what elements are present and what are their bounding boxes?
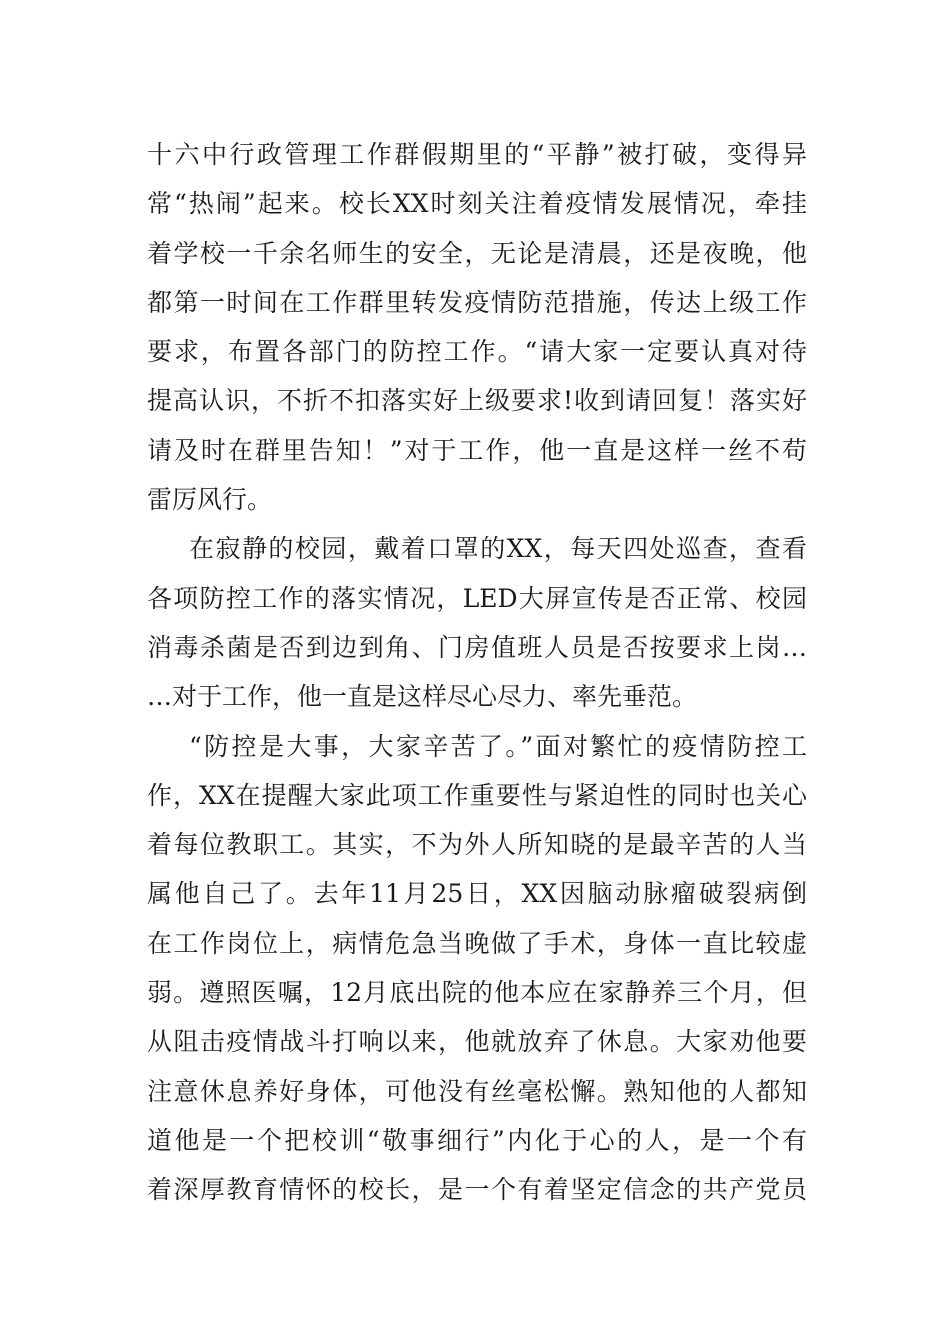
text-line: 注意休息养好身体，可他没有丝毫松懈。熟知他的人都知 xyxy=(147,1076,807,1106)
text-line: 作，XX在提醒大家此项工作重要性与紧迫性的同时也关心 xyxy=(147,780,807,810)
text-line: 提高认识，不折不扣落实好上级要求!收到请回复！落实好 xyxy=(147,386,807,416)
text-line: 雷厉风行。 xyxy=(147,485,273,515)
text-line: 常“热闹”起来。校长XX时刻关注着疫情发展情况，牵挂 xyxy=(147,189,807,219)
text-line: 着深厚教育情怀的校长，是一个有着坚定信念的共产党员 xyxy=(147,1175,807,1205)
text-line: “防控是大事，大家辛苦了。”面对繁忙的疫情防控工 xyxy=(189,731,807,761)
text-line: …对于工作，他一直是这样尽心尽力、率先垂范。 xyxy=(147,682,698,712)
text-line: 着学校一千余名师生的安全，无论是清晨，还是夜晚，他 xyxy=(147,238,807,268)
text-line: 从阻击疫情战斗打响以来，他就放弃了休息。大家劝他要 xyxy=(147,1027,807,1057)
body-text xyxy=(147,130,807,1215)
text-line: 道他是一个把校训“敬事细行”内化于心的人，是一个有 xyxy=(147,1125,807,1155)
text-line: 都第一时间在工作群里转发疫情防范措施，传达上级工作 xyxy=(147,287,807,317)
text-line: 要求，布置各部门的防控工作。“请大家一定要认真对待 xyxy=(147,337,807,367)
text-line: 着每位教职工。其实，不为外人所知晓的是最辛苦的人当 xyxy=(147,830,807,860)
text-line: 在工作岗位上，病情危急当晚做了手术，身体一直比较虚 xyxy=(147,928,807,958)
text-line: 十六中行政管理工作群假期里的“平静”被打破，变得异 xyxy=(147,140,807,169)
text-line: 弱。遵照医嘱，12月底出院的他本应在家静养三个月，但 xyxy=(147,978,807,1008)
text-line: 消毒杀菌是否到边到角、门房值班人员是否按要求上岗… xyxy=(147,632,807,662)
text-line: 属他自己了。去年11月25日，XX因脑动脉瘤破裂病倒 xyxy=(147,879,807,909)
text-line: 在寂静的校园，戴着口罩的XX，每天四处巡查，查看 xyxy=(189,534,807,564)
text-line: 请及时在群里告知！”对于工作，他一直是这样一丝不苟 xyxy=(147,435,807,465)
text-line: 各项防控工作的落实情况，LED大屏宣传是否正常、校园 xyxy=(147,583,807,613)
